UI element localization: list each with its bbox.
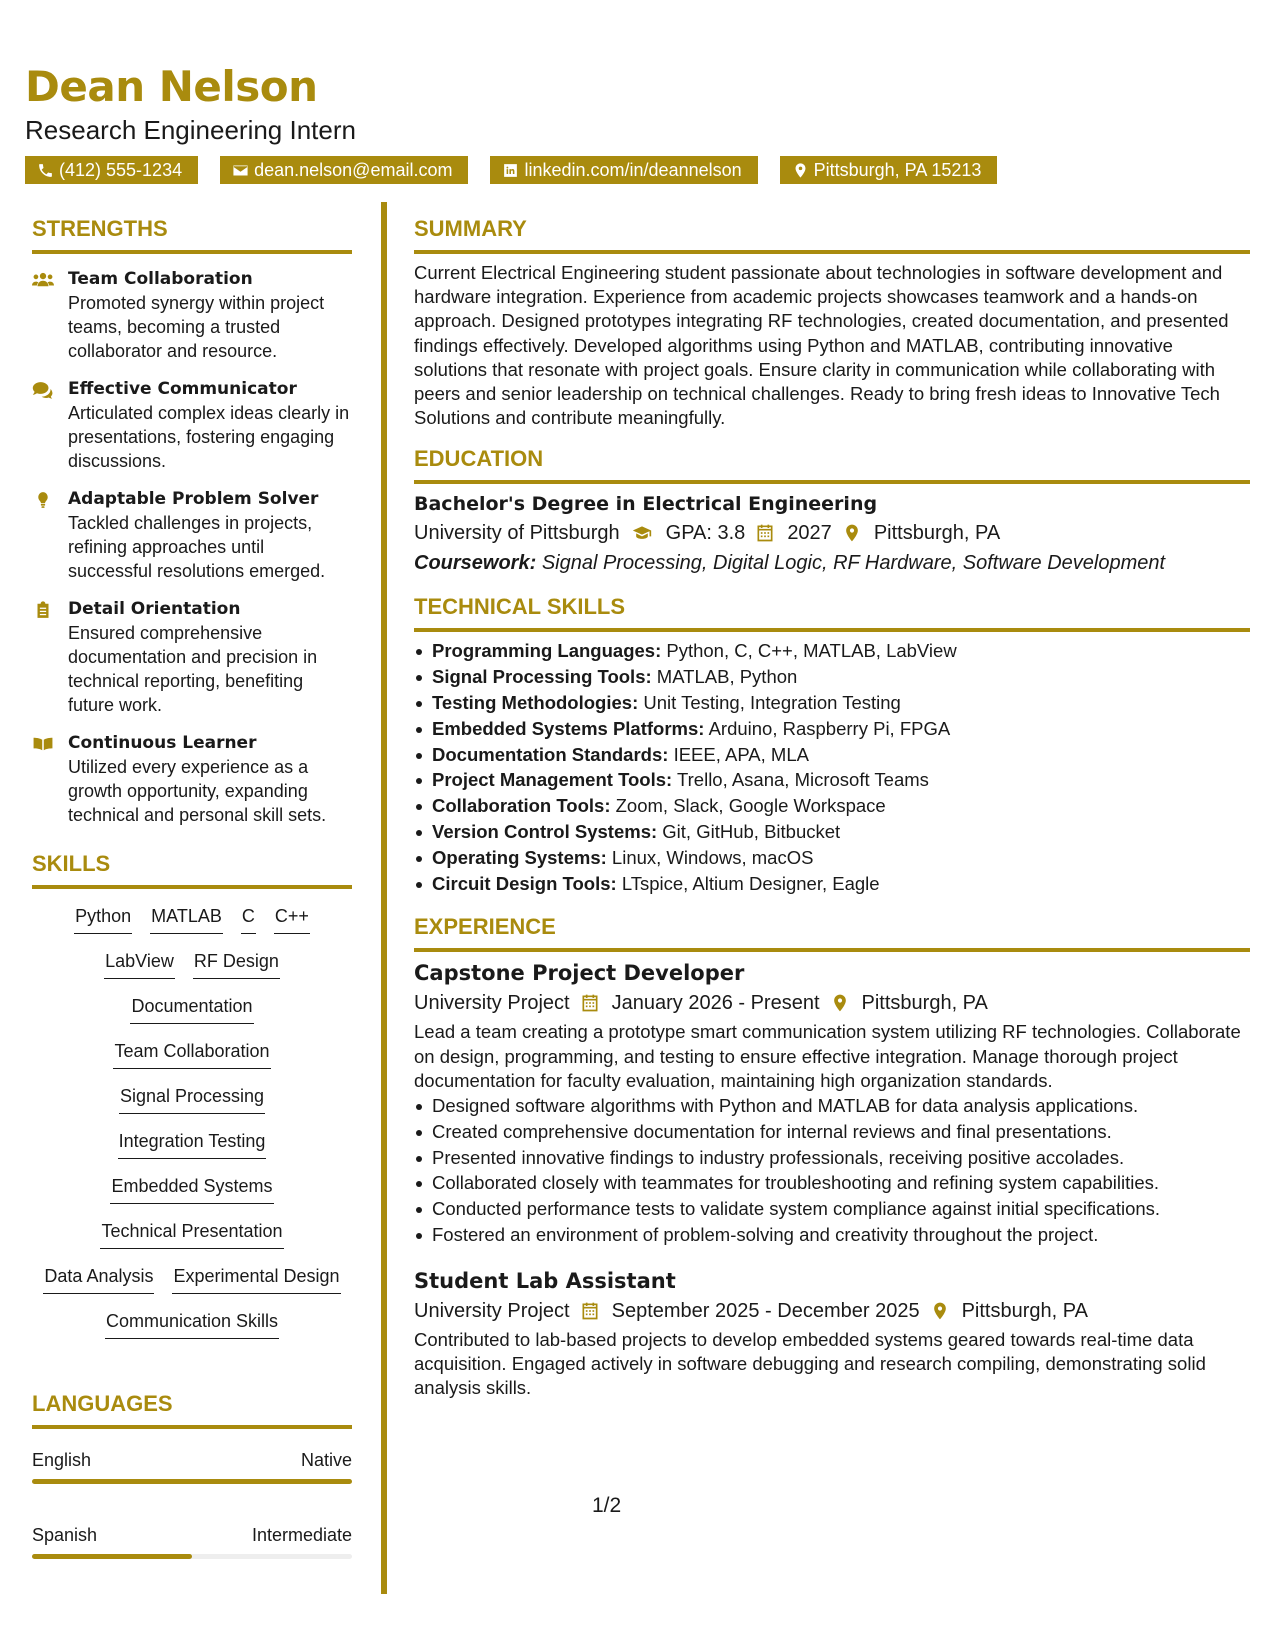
strength-title: Continuous Learner [68, 733, 257, 753]
skill-tag: Experimental Design [172, 1263, 340, 1294]
calendar-icon [755, 523, 775, 543]
location-text: Pittsburgh, PA 15213 [813, 160, 982, 180]
skill-tag: Technical Presentation [100, 1218, 283, 1249]
strengths-section [32, 214, 352, 827]
skill-values: Trello, Asana, Microsoft Teams [677, 769, 929, 791]
strength-desc: Promoted synergy within project teams, becoming a trusted collaborator and resource. [68, 293, 325, 361]
technical-skill-item [414, 845, 1250, 871]
language-name: Spanish [32, 1525, 98, 1545]
skill-tag: Team Collaboration [113, 1038, 270, 1069]
skill-category: Circuit Design Tools: [432, 872, 617, 894]
technical-skill-item [414, 793, 1250, 819]
education-location: Pittsburgh, PA [873, 522, 1001, 545]
contact-phone[interactable] [25, 156, 198, 184]
skill-category: Project Management Tools: [432, 769, 673, 791]
skill-category: Testing Methodologies: [432, 692, 639, 714]
skill-category: Operating Systems: [432, 846, 607, 868]
language-row [32, 1447, 352, 1473]
language-level: Intermediate [251, 1525, 352, 1545]
strength-desc: Tackled challenges in projects, refining approaches until successful resolutions emerged. [68, 513, 326, 581]
strength-desc: Ensured comprehensive documentation and precision in technical reporting, benefiting future work. [68, 623, 318, 715]
job-meta [414, 1296, 1250, 1326]
skill-values: Python, C, C++, MATLAB, LabView [666, 640, 957, 662]
skill-row [32, 1128, 352, 1173]
degree-title: Bachelor's Degree in Electrical Engineering [414, 493, 878, 516]
section-rule [32, 885, 352, 889]
job-bullet: Presented innovative findings to industry professionals, receiving positive accolades. [414, 1145, 1250, 1171]
technical-skill-item [414, 664, 1250, 690]
strength-desc: Articulated complex ideas clearly in presentations, fostering engaging discussions. [68, 403, 350, 471]
skill-tag: Python [74, 903, 132, 934]
coursework-label: Coursework: [414, 552, 537, 575]
experience-list [414, 958, 1250, 1400]
coursework-list: Signal Processing, Digital Logic, RF Hardware, Software Development [541, 552, 1166, 575]
job-dates: January 2026 - Present [611, 992, 820, 1015]
strength-item [32, 731, 352, 827]
strength-item [32, 267, 352, 363]
map-marker-icon [842, 523, 862, 543]
coursework-line [414, 548, 1250, 578]
calendar-icon [580, 1301, 600, 1321]
skill-values: Git, GitHub, Bitbucket [662, 821, 841, 842]
strength-title: Detail Orientation [68, 599, 241, 619]
skill-values: LTspice, Altium Designer, Eagle [621, 872, 880, 894]
strength-item [32, 597, 352, 717]
skill-tag: Documentation [130, 993, 253, 1024]
skill-tag: LabView [104, 948, 175, 979]
skill-tag: Communication Skills [105, 1308, 279, 1339]
skill-row [32, 948, 352, 993]
skill-category: Collaboration Tools: [432, 795, 611, 817]
summary-heading: SUMMARY [414, 216, 527, 241]
section-rule [414, 948, 1250, 952]
experience-section [414, 912, 1250, 1400]
job-meta [414, 988, 1250, 1018]
envelope-icon [232, 162, 249, 179]
technical-skill-item [414, 871, 1250, 897]
strength-title: Effective Communicator [68, 379, 297, 399]
skill-tag: Integration Testing [118, 1128, 267, 1159]
phone-text: (412) 555-1234 [59, 160, 183, 180]
language-item [32, 1522, 352, 1559]
experience-heading: EXPERIENCE [414, 914, 556, 940]
skill-row [32, 1173, 352, 1218]
candidate-name: Dean Nelson [25, 62, 318, 111]
skill-values: MATLAB, Python [656, 666, 798, 688]
skill-category: Documentation Standards: [432, 743, 669, 765]
clipboard-icon [32, 600, 54, 620]
resume-header [25, 62, 1255, 184]
skills-section [32, 849, 352, 1353]
language-row [32, 1522, 352, 1548]
linkedin-icon [502, 162, 519, 179]
languages-heading: LANGUAGES [32, 1391, 173, 1416]
job-description: Lead a team creating a prototype smart communication system utilizing RF technologies. Collaborate on design, programming, and testing to ensure effective integration. Manage thorough project documentation for faculty evaluation, maintaining high organization standards. [414, 1021, 1241, 1091]
contact-email[interactable] [220, 156, 468, 184]
job-location: Pittsburgh, PA [961, 1299, 1088, 1322]
proficiency-fill [32, 1554, 192, 1559]
skill-category: Embedded Systems Platforms: [432, 717, 705, 739]
map-marker-icon [792, 162, 809, 179]
strength-item [32, 487, 352, 583]
skill-values: Arduino, Raspberry Pi, FPGA [708, 717, 951, 739]
skill-tag: Signal Processing [119, 1083, 265, 1114]
right-column [414, 214, 1250, 1400]
book-icon [32, 734, 54, 754]
technical-skill-item [414, 819, 1250, 845]
strength-title: Team Collaboration [68, 269, 253, 289]
proficiency-bar [32, 1554, 352, 1559]
summary-text: Current Electrical Engineering student passionate about technologies in software development and hardware integration. Experience from academic projects showcases teamwork and a hands-on approach. Designed prototypes integrating RF technologies, created documentation, and presented findings effectively. Developed algorithms using Python and MATLAB, contributing innovative solutions that resonate with project goals. Ensure clarity in communication while collaborating with peers and senior leadership on technical challenges. Ready to bring fresh ideas to Innovative Tech Solutions and contribute meaningfully. [414, 262, 1229, 429]
strengths-heading: STRENGTHS [32, 216, 168, 241]
job-entry [414, 1266, 1250, 1401]
gpa-value: GPA: 3.8 [665, 522, 746, 545]
strength-title: Adaptable Problem Solver [68, 489, 319, 509]
skill-row [32, 903, 352, 948]
skill-values: Unit Testing, Integration Testing [643, 692, 901, 714]
job-org: University Project [414, 992, 570, 1015]
skill-tag: MATLAB [150, 903, 223, 934]
candidate-title: Research Engineering Intern [25, 115, 356, 145]
language-name: English [32, 1450, 92, 1470]
job-title: Student Lab Assistant [414, 1268, 676, 1293]
map-marker-icon [930, 1301, 950, 1321]
skill-row [32, 1308, 352, 1353]
technical-skill-item [414, 742, 1250, 768]
skill-category: Programming Languages: [432, 640, 662, 662]
skill-tag: Data Analysis [43, 1263, 154, 1294]
technical-skill-item [414, 690, 1250, 716]
users-icon [32, 270, 54, 290]
section-rule [414, 480, 1250, 484]
summary-section [414, 214, 1250, 430]
job-bullet: Collaborated closely with teammates for troubleshooting and refining system capabilities. [414, 1170, 1250, 1196]
skill-values: IEEE, APA, MLA [673, 743, 809, 765]
page-number: 1/2 [592, 1494, 622, 1517]
job-bullet: Designed software algorithms with Python and MATLAB for data analysis applications. [414, 1093, 1250, 1119]
proficiency-fill [32, 1479, 352, 1484]
technical-skill-item [414, 767, 1250, 793]
contact-location [780, 156, 998, 184]
strength-desc: Utilized every experience as a growth opportunity, expanding technical and personal skill sets. [68, 757, 327, 825]
skill-row [32, 993, 352, 1038]
technical-skills-heading: TECHNICAL SKILLS [414, 594, 626, 620]
school-name: University of Pittsburgh [414, 522, 620, 545]
skill-category: Signal Processing Tools: [432, 666, 652, 688]
job-dates: September 2025 - December 2025 [611, 1299, 920, 1322]
contact-linkedin[interactable] [490, 156, 757, 184]
language-item [32, 1447, 352, 1484]
graduation-year: 2027 [787, 522, 832, 545]
graduation-cap-icon [630, 523, 654, 543]
education-section [414, 444, 1250, 578]
technical-skills-list [414, 638, 1250, 896]
skill-values: Zoom, Slack, Google Workspace [615, 795, 886, 817]
skill-tag: C++ [274, 903, 310, 934]
skills-heading: SKILLS [32, 851, 111, 876]
email-text: dean.nelson@email.com [254, 160, 453, 180]
job-description: Contributed to lab-based projects to develop embedded systems geared towards real-time data acquisition. Engaged actively in software debugging and research compiling, demonstrating solid analysis skills. [414, 1328, 1206, 1399]
job-location: Pittsburgh, PA [861, 992, 988, 1015]
section-rule [414, 628, 1250, 632]
contact-bar [25, 156, 1255, 184]
skill-tag: Embedded Systems [110, 1173, 273, 1204]
comments-icon [32, 380, 54, 400]
job-bullets [414, 1093, 1250, 1248]
lightbulb-icon [32, 490, 54, 510]
job-bullet: Fostered an environment of problem-solving and creativity throughout the project. [414, 1222, 1250, 1248]
skill-tag: C [241, 903, 256, 934]
job-title: Capstone Project Developer [414, 961, 745, 986]
job-org: University Project [414, 1299, 570, 1322]
education-meta [414, 518, 1250, 548]
skill-row [32, 1083, 352, 1128]
left-column [32, 214, 352, 1559]
language-level: Native [300, 1450, 352, 1470]
skill-tag: RF Design [193, 948, 280, 979]
skills-list [32, 903, 352, 1353]
section-rule [32, 250, 352, 254]
proficiency-bar [32, 1479, 352, 1484]
technical-skill-item [414, 638, 1250, 664]
strength-item [32, 377, 352, 473]
section-rule [32, 1425, 352, 1429]
phone-icon [37, 162, 54, 179]
education-heading: EDUCATION [414, 446, 544, 472]
section-rule [414, 250, 1250, 254]
technical-skills-section [414, 592, 1250, 896]
skill-row [32, 1038, 352, 1083]
skill-row [32, 1218, 352, 1263]
linkedin-text: linkedin.com/in/deannelson [524, 160, 742, 180]
skill-category: Version Control Systems: [432, 821, 658, 842]
languages-list [32, 1447, 352, 1559]
skill-row [32, 1263, 352, 1308]
map-marker-icon [830, 993, 850, 1013]
column-divider [381, 202, 387, 1594]
calendar-icon [580, 993, 600, 1013]
skill-values: Linux, Windows, macOS [611, 846, 814, 868]
technical-skill-item [414, 716, 1250, 742]
job-bullet: Conducted performance tests to validate system compliance against initial specifications. [414, 1196, 1250, 1222]
job-entry [414, 958, 1250, 1247]
job-bullet: Created comprehensive documentation for internal reviews and final presentations. [414, 1119, 1250, 1145]
languages-section [32, 1389, 352, 1559]
